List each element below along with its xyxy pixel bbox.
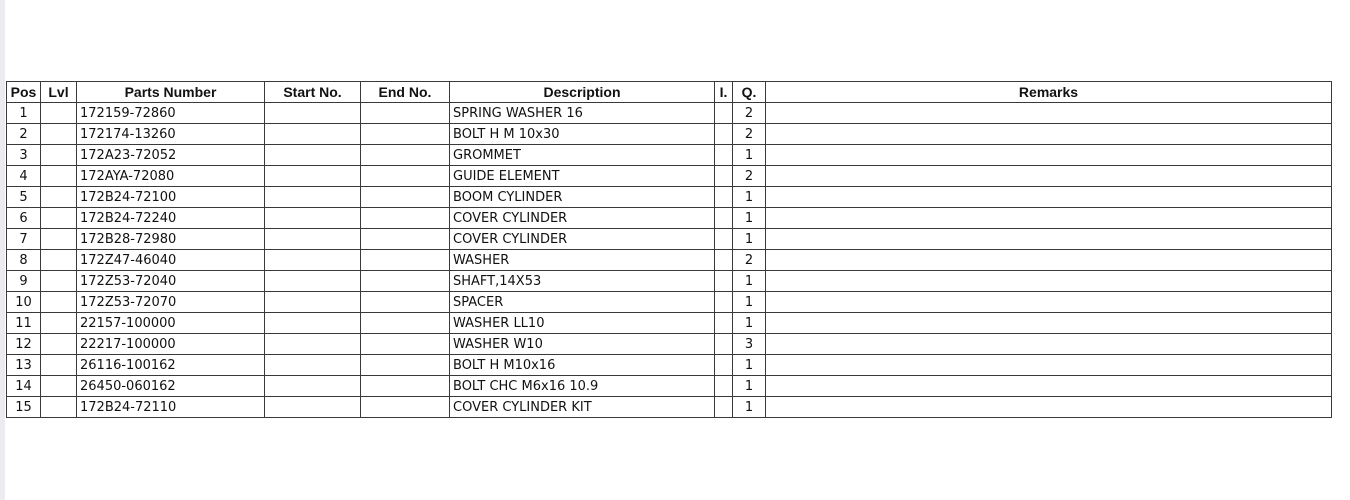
cell-remarks (766, 124, 1332, 145)
table-row (7, 271, 1332, 292)
cell-pos: 1 (7, 103, 41, 124)
cell-parts-number: 22157-100000 (77, 313, 265, 334)
cell-end-no (361, 145, 450, 166)
cell-end-no (361, 334, 450, 355)
cell-remarks (766, 397, 1332, 418)
cell-end-no (361, 271, 450, 292)
cell-start-no (265, 103, 361, 124)
cell-start-no (265, 355, 361, 376)
cell-remarks (766, 313, 1332, 334)
cell-start-no (265, 292, 361, 313)
table-row (7, 397, 1332, 418)
cell-pos: 2 (7, 124, 41, 145)
header-start-no: Start No. (265, 82, 361, 103)
cell-start-no (265, 145, 361, 166)
cell-lvl (41, 334, 77, 355)
cell-description: SPACER (450, 292, 715, 313)
cell-parts-number: 26116-100162 (77, 355, 265, 376)
viewer-left-edge (0, 0, 5, 500)
cell-parts-number: 172B28-72980 (77, 229, 265, 250)
cell-q: 2 (733, 124, 766, 145)
cell-pos: 8 (7, 250, 41, 271)
cell-remarks (766, 208, 1332, 229)
table-row (7, 166, 1332, 187)
table-row (7, 103, 1332, 124)
cell-end-no (361, 292, 450, 313)
cell-remarks (766, 271, 1332, 292)
cell-end-no (361, 166, 450, 187)
cell-end-no (361, 208, 450, 229)
cell-pos: 5 (7, 187, 41, 208)
cell-lvl (41, 166, 77, 187)
table-header-row (7, 82, 1332, 103)
cell-remarks (766, 376, 1332, 397)
cell-i (715, 397, 733, 418)
cell-start-no (265, 334, 361, 355)
cell-end-no (361, 397, 450, 418)
cell-description: BOLT H M10x16 (450, 355, 715, 376)
cell-q: 2 (733, 166, 766, 187)
cell-pos: 9 (7, 271, 41, 292)
cell-description: COVER CYLINDER KIT (450, 397, 715, 418)
header-parts-number: Parts Number (77, 82, 265, 103)
cell-end-no (361, 187, 450, 208)
cell-description: SPRING WASHER 16 (450, 103, 715, 124)
cell-description: COVER CYLINDER (450, 229, 715, 250)
cell-pos: 12 (7, 334, 41, 355)
table-row (7, 187, 1332, 208)
cell-remarks (766, 103, 1332, 124)
cell-parts-number: 172B24-72240 (77, 208, 265, 229)
cell-q: 1 (733, 313, 766, 334)
cell-parts-number: 172Z53-72040 (77, 271, 265, 292)
cell-parts-number: 172B24-72110 (77, 397, 265, 418)
cell-end-no (361, 103, 450, 124)
cell-q: 2 (733, 250, 766, 271)
cell-q: 1 (733, 187, 766, 208)
cell-remarks (766, 292, 1332, 313)
header-q: Q. (733, 82, 766, 103)
cell-lvl (41, 313, 77, 334)
cell-start-no (265, 124, 361, 145)
cell-q: 1 (733, 397, 766, 418)
cell-i (715, 271, 733, 292)
cell-parts-number: 26450-060162 (77, 376, 265, 397)
cell-i (715, 166, 733, 187)
table-row (7, 124, 1332, 145)
table-row (7, 229, 1332, 250)
cell-end-no (361, 124, 450, 145)
cell-lvl (41, 355, 77, 376)
cell-parts-number: 172Z53-72070 (77, 292, 265, 313)
cell-description: BOOM CYLINDER (450, 187, 715, 208)
cell-q: 2 (733, 103, 766, 124)
table-row (7, 208, 1332, 229)
cell-q: 3 (733, 334, 766, 355)
header-lvl: Lvl (41, 82, 77, 103)
cell-lvl (41, 376, 77, 397)
cell-i (715, 124, 733, 145)
cell-pos: 15 (7, 397, 41, 418)
table-row (7, 334, 1332, 355)
cell-description: BOLT CHC M6x16 10.9 (450, 376, 715, 397)
cell-parts-number: 172159-72860 (77, 103, 265, 124)
cell-pos: 11 (7, 313, 41, 334)
cell-start-no (265, 250, 361, 271)
cell-end-no (361, 250, 450, 271)
cell-lvl (41, 187, 77, 208)
cell-end-no (361, 313, 450, 334)
table-row (7, 250, 1332, 271)
header-remarks: Remarks (766, 82, 1332, 103)
table-body (7, 103, 1332, 418)
cell-description: BOLT H M 10x30 (450, 124, 715, 145)
table-row (7, 355, 1332, 376)
cell-i (715, 187, 733, 208)
cell-start-no (265, 166, 361, 187)
cell-remarks (766, 334, 1332, 355)
cell-lvl (41, 145, 77, 166)
cell-lvl (41, 250, 77, 271)
cell-q: 1 (733, 292, 766, 313)
cell-description: GUIDE ELEMENT (450, 166, 715, 187)
cell-pos: 4 (7, 166, 41, 187)
cell-i (715, 292, 733, 313)
cell-end-no (361, 376, 450, 397)
cell-description: WASHER (450, 250, 715, 271)
cell-pos: 14 (7, 376, 41, 397)
cell-i (715, 103, 733, 124)
cell-start-no (265, 187, 361, 208)
header-description: Description (450, 82, 715, 103)
cell-lvl (41, 397, 77, 418)
cell-start-no (265, 313, 361, 334)
header-end-no: End No. (361, 82, 450, 103)
header-i: I. (715, 82, 733, 103)
cell-remarks (766, 250, 1332, 271)
cell-q: 1 (733, 376, 766, 397)
cell-end-no (361, 229, 450, 250)
cell-parts-number: 172B24-72100 (77, 187, 265, 208)
cell-pos: 13 (7, 355, 41, 376)
cell-i (715, 250, 733, 271)
cell-i (715, 313, 733, 334)
cell-q: 1 (733, 208, 766, 229)
cell-lvl (41, 229, 77, 250)
cell-q: 1 (733, 145, 766, 166)
cell-pos: 6 (7, 208, 41, 229)
cell-start-no (265, 397, 361, 418)
cell-parts-number: 172A23-72052 (77, 145, 265, 166)
cell-parts-number: 22217-100000 (77, 334, 265, 355)
cell-i (715, 229, 733, 250)
cell-i (715, 355, 733, 376)
cell-description: WASHER LL10 (450, 313, 715, 334)
parts-list-table (6, 81, 1332, 418)
cell-description: SHAFT,14X53 (450, 271, 715, 292)
cell-parts-number: 172174-13260 (77, 124, 265, 145)
cell-start-no (265, 271, 361, 292)
cell-lvl (41, 292, 77, 313)
cell-remarks (766, 145, 1332, 166)
cell-lvl (41, 271, 77, 292)
cell-parts-number: 172Z47-46040 (77, 250, 265, 271)
cell-end-no (361, 355, 450, 376)
table-row (7, 292, 1332, 313)
cell-start-no (265, 229, 361, 250)
cell-i (715, 334, 733, 355)
cell-i (715, 376, 733, 397)
cell-pos: 7 (7, 229, 41, 250)
table-row (7, 376, 1332, 397)
header-pos: Pos (7, 82, 41, 103)
cell-i (715, 208, 733, 229)
cell-i (715, 145, 733, 166)
cell-parts-number: 172AYA-72080 (77, 166, 265, 187)
cell-description: GROMMET (450, 145, 715, 166)
cell-q: 1 (733, 355, 766, 376)
cell-pos: 10 (7, 292, 41, 313)
cell-lvl (41, 103, 77, 124)
cell-start-no (265, 376, 361, 397)
table-row (7, 313, 1332, 334)
cell-remarks (766, 166, 1332, 187)
table-row (7, 145, 1332, 166)
cell-lvl (41, 124, 77, 145)
cell-pos: 3 (7, 145, 41, 166)
cell-description: WASHER W10 (450, 334, 715, 355)
cell-q: 1 (733, 229, 766, 250)
cell-q: 1 (733, 271, 766, 292)
cell-remarks (766, 355, 1332, 376)
cell-remarks (766, 187, 1332, 208)
cell-remarks (766, 229, 1332, 250)
cell-lvl (41, 208, 77, 229)
cell-description: COVER CYLINDER (450, 208, 715, 229)
cell-start-no (265, 208, 361, 229)
